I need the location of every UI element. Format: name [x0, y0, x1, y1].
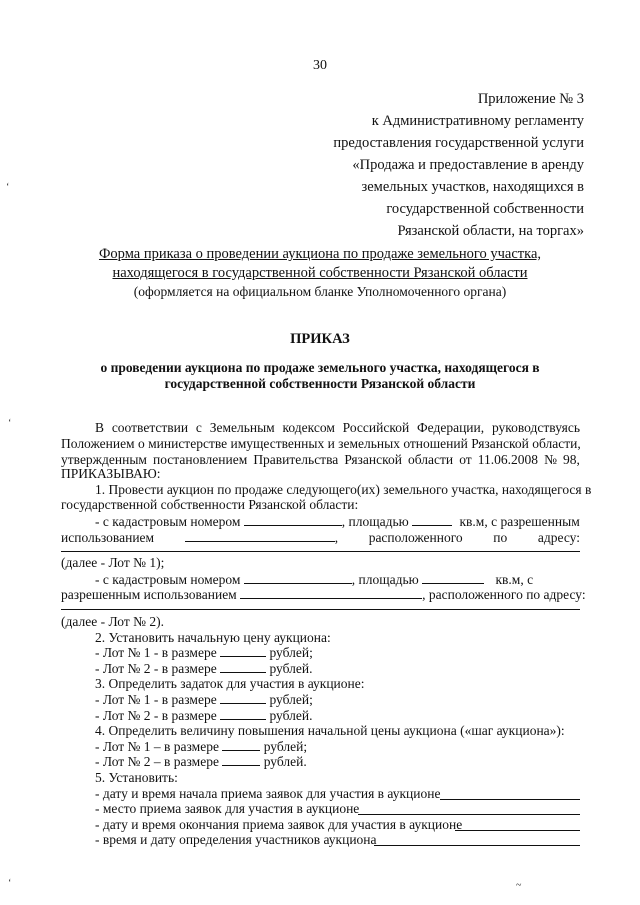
item2-lot1: - Лот № 1 - в размере рублей; — [95, 645, 313, 660]
preamble-line-3: утвержденным постановлением Правительства Рязанской области от 11.06.2008 № 98, — [61, 452, 580, 467]
appendix-line-3: предоставления государственной услуги — [333, 135, 584, 151]
item4-title: 4. Определить величину повышения начальной цены аукциона («шаг аукциона»): — [95, 723, 565, 738]
item5-title: 5. Установить: — [95, 770, 178, 785]
page-number: 30 — [313, 58, 327, 73]
lot2-usage-line: разрешенным использованием , расположенного по адресу: — [61, 587, 586, 602]
item5-line-1: - дату и время начала приема заявок для участия в аукционе — [95, 786, 441, 801]
form-title-line-1: Форма приказа о проведении аукциона по продаже земельного участка, — [98, 246, 542, 262]
order-subtitle-2: государственной собственности Рязанской области — [164, 376, 476, 391]
item3-lot2: - Лот № 2 - в размере рублей. — [95, 708, 313, 723]
lot1-usage-line: использованием , расположенного по адресу: — [61, 530, 580, 545]
item2-title: 2. Установить начальную цену аукциона: — [95, 630, 331, 645]
form-title-line-2: находящегося в государственной собственности Рязанской области — [112, 265, 528, 281]
item5-line-3-blank — [455, 830, 580, 831]
appendix-line-6: государственной собственности — [386, 201, 584, 217]
item5-line-3: - дату и время окончания приема заявок для участия в аукционе — [95, 817, 463, 832]
scan-speck: ~ — [516, 880, 522, 891]
order-title: ПРИКАЗ — [290, 331, 350, 347]
item5-line-4: - время и дату определения участников аукциона — [95, 832, 377, 847]
item5-line-4-blank — [374, 845, 580, 846]
lot2-cadastre-line: - с кадастровым номером , площадью кв.м, с — [95, 572, 534, 587]
item5-line-2: - место приема заявок для участия в аукционе — [95, 801, 360, 816]
appendix-line-1: Приложение № 3 — [477, 91, 584, 107]
item4-lot1: - Лот № 1 – в размере рублей; — [95, 739, 308, 754]
item2-lot2: - Лот № 2 - в размере рублей. — [95, 661, 313, 676]
item5-line-1-blank — [440, 799, 580, 800]
scan-speck: ‘ — [8, 878, 12, 889]
item3-title: 3. Определить задаток для участия в аукционе: — [95, 676, 365, 691]
item4-lot2: - Лот № 2 – в размере рублей. — [95, 754, 307, 769]
item1-line-1: 1. Провести аукцион по продаже следующего(их) земельного участка, находящегося в — [95, 482, 592, 497]
preamble-line-4: ПРИКАЗЫВАЮ: — [61, 466, 161, 481]
appendix-line-4: «Продажа и предоставление в аренду — [352, 157, 584, 173]
lot1-address-blank — [61, 551, 580, 552]
appendix-line-7: Рязанской области, на торгах» — [397, 223, 584, 239]
scan-speck: ‘ — [8, 418, 12, 429]
order-subtitle-1: о проведении аукциона по продаже земельного участка, находящегося в — [100, 360, 540, 375]
appendix-line-5: земельных участков, находящихся в — [361, 179, 584, 195]
scan-speck: ‘ — [6, 182, 10, 193]
item3-lot1: - Лот № 1 - в размере рублей; — [95, 692, 313, 707]
lot1-end: (далее - Лот № 1); — [61, 555, 165, 570]
lot1-cadastre-line: - с кадастровым номером , площадью кв.м, с разрешенным — [95, 514, 580, 529]
lot2-address-blank — [61, 609, 580, 610]
preamble-line-2: Положением о министерстве имущественных и земельных отношений Рязанской области, — [61, 436, 581, 451]
item1-line-2: государственной собственности Рязанской области: — [61, 497, 359, 512]
appendix-line-2: к Административному регламенту — [371, 113, 584, 129]
item5-line-2-blank — [358, 814, 580, 815]
lot2-end: (далее - Лот № 2). — [61, 614, 164, 629]
form-title-note: (оформляется на официальном бланке Уполномоченного органа) — [133, 284, 507, 299]
preamble-line-1: В соответствии с Земельным кодексом Российской Федерации, руководствуясь — [95, 420, 580, 435]
